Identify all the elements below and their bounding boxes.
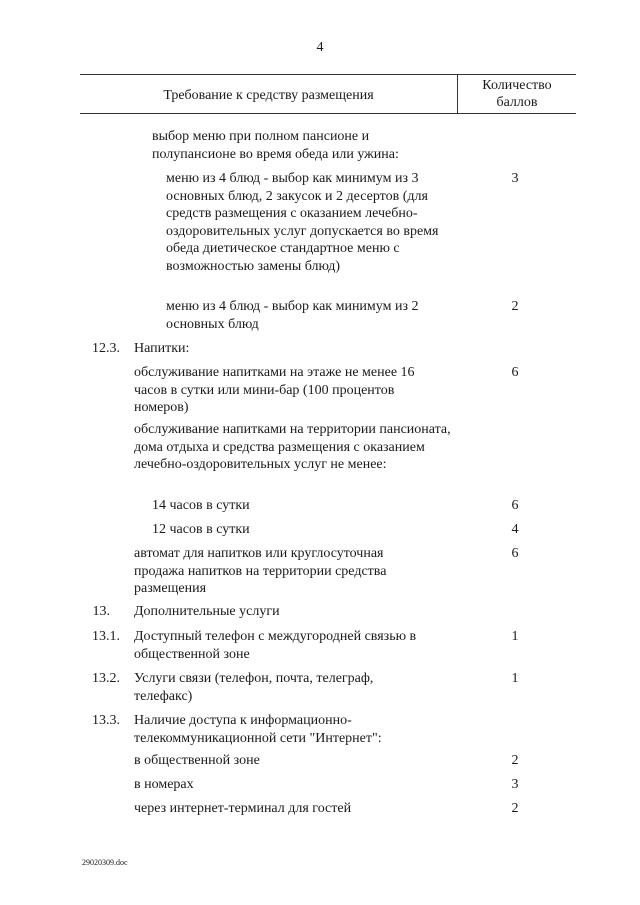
row-text: Доступный телефон с междугородней связью в общественной зоне: [134, 629, 417, 662]
row-points: 6: [511, 498, 519, 513]
row-points: 2: [511, 801, 519, 816]
row-points: 1: [511, 671, 519, 686]
row-points: 3: [511, 777, 519, 792]
footer-filename: 29020309.doc: [82, 858, 128, 867]
row-points: 2: [511, 753, 519, 768]
row-text: Напитки:: [134, 341, 190, 356]
header-points: [458, 75, 576, 113]
row-text: Услуги связи (телефон, почта, телеграф, телефакс): [134, 671, 374, 704]
row-text: через интернет-терминал для гостей: [134, 801, 352, 816]
row-number: 13.2.: [92, 671, 120, 686]
row-number: 12.3.: [92, 341, 120, 356]
row-points: 4: [511, 522, 519, 537]
header-requirement: Требование к средству размещения: [163, 87, 374, 103]
row-points: 3: [511, 171, 519, 186]
row-text: 12 часов в сутки: [152, 522, 250, 537]
header-points-line2: баллов: [496, 95, 538, 110]
row-text: обслуживание напитками на территории пансионата, дома отдыха и средства размещения с оказанием лечебно-оздоровительных услуг не менее:: [134, 422, 451, 472]
header-points-line1: Количество: [482, 78, 552, 93]
row-text: выбор меню при полном пансионе и полупансионе во время обеда или ужина:: [152, 129, 399, 162]
row-text: Дополнительные услуги: [134, 604, 280, 619]
row-text: обслуживание напитками на этаже не менее 16 часов в сутки или мини-бар (100 процентов номеров): [134, 365, 415, 415]
row-number: 13.1.: [92, 629, 120, 644]
row-text: автомат для напитков или круглосуточная продажа напитков на территории средства размещения: [134, 546, 387, 596]
row-text: 14 часов в сутки: [152, 498, 250, 513]
row-number: 13.3.: [92, 713, 120, 728]
row-points: 6: [511, 546, 519, 561]
row-text: в номерах: [134, 777, 194, 792]
table-header: [80, 74, 576, 114]
row-text: в общественной зоне: [134, 753, 260, 768]
row-text: меню из 4 блюд - выбор как минимум из 3 основных блюд, 2 закусок и 2 десертов (для средств размещения с оказанием лечебно-оздоровительных услуг допускается во время обеда диетическое стандартное меню с возможностью замены блюд): [166, 171, 439, 274]
page-number: 4: [316, 40, 324, 55]
row-points: 2: [511, 299, 519, 314]
row-number: 13.: [92, 604, 110, 619]
row-text: Наличие доступа к информационно-телекоммуникационной сети "Интернет":: [134, 713, 382, 746]
row-points: 6: [511, 365, 519, 380]
row-text: меню из 4 блюд - выбор как минимум из 2 основных блюд: [166, 299, 419, 332]
row-points: 1: [511, 629, 519, 644]
